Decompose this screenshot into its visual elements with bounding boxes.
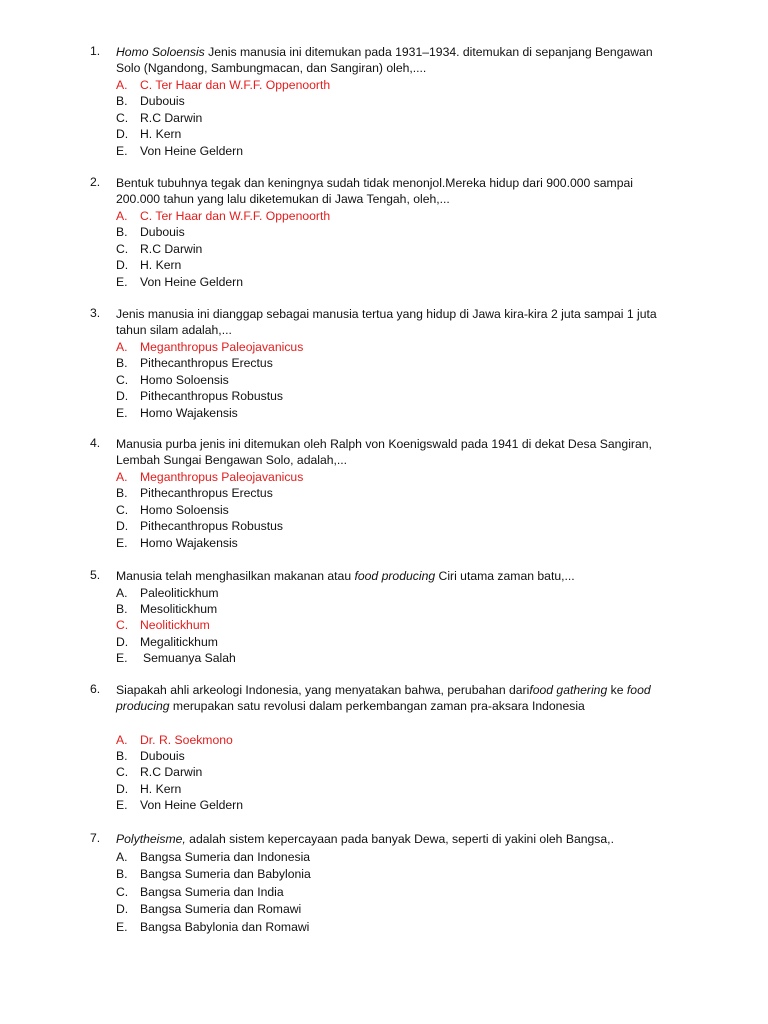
- question-text: [116, 44, 671, 77]
- question-text: [116, 175, 671, 208]
- question-text-part: adalah sistem kepercayaan pada banyak Dewa, seperti di yakini oleh Bangsa,.: [185, 832, 614, 846]
- question-text: [116, 682, 661, 715]
- option-text: Homo Wajakensis: [140, 405, 238, 420]
- option-letter: A.: [116, 340, 128, 354]
- option-letter: D.: [116, 389, 129, 404]
- option-letter: E.: [116, 405, 128, 420]
- option-text: Pithecanthropus Erectus: [140, 356, 273, 371]
- question-text: [116, 831, 671, 847]
- option-text: Dubouis: [140, 225, 185, 240]
- question-text-part: merupakan satu revolusi dalam perkembangan zaman pra-aksara Indonesia: [169, 699, 585, 714]
- option-text: Semuanya Salah: [143, 651, 236, 666]
- option-letter: C.: [116, 502, 129, 517]
- question-text-part: Ciri utama zaman batu,...: [435, 569, 575, 583]
- option-text: Dr. R. Soekmono: [140, 732, 233, 747]
- option-letter: E.: [116, 274, 128, 289]
- question-text: [116, 436, 671, 469]
- option-text: Pithecanthropus Erectus: [140, 486, 273, 501]
- option-letter: D.: [116, 902, 129, 916]
- option-text: Mesolitickhum: [140, 601, 218, 616]
- option-text: Von Heine Geldern: [140, 143, 243, 158]
- option-text: Bangsa Sumeria dan India: [140, 884, 284, 899]
- option-text: Bangsa Sumeria dan Babylonia: [140, 867, 311, 881]
- question-number: 7.: [90, 831, 101, 845]
- option-letter: D.: [116, 781, 129, 796]
- option-text: Homo Soloensis: [140, 502, 229, 517]
- option-text: Von Heine Geldern: [140, 274, 243, 289]
- option-letter: A.: [116, 470, 128, 484]
- option-letter: A.: [116, 849, 128, 864]
- option-text: Paleolitickhum: [140, 585, 219, 600]
- option-text: H. Kern: [140, 258, 182, 273]
- option-letter: E.: [116, 919, 128, 934]
- option-text: Megalitickhum: [140, 634, 218, 649]
- option-letter: C.: [116, 884, 129, 899]
- option-letter: C.: [116, 110, 129, 125]
- question-text: [116, 568, 671, 584]
- option-letter: D.: [116, 634, 129, 649]
- option-letter: D.: [116, 519, 129, 534]
- option-letter: E.: [116, 535, 128, 550]
- option-letter: B.: [116, 867, 128, 881]
- question-text-part: Siapakah ahli arkeologi Indonesia, yang menyatakan bahwa, perubahan dari: [116, 683, 530, 697]
- option-text: Bangsa Sumeria dan Romawi: [140, 902, 302, 916]
- option-text: Meganthropus Paleojavanicus: [140, 340, 304, 354]
- option-letter: C.: [116, 618, 129, 633]
- option-text: Bangsa Sumeria dan Indonesia: [140, 849, 311, 864]
- option-letter: D.: [116, 258, 129, 273]
- question-number: 1.: [90, 44, 101, 58]
- question-number: 5.: [90, 568, 101, 582]
- option-letter: E.: [116, 651, 128, 666]
- option-text: R.C Darwin: [140, 110, 203, 125]
- option-letter: A.: [116, 585, 128, 600]
- question-text: [116, 306, 671, 339]
- option-letter: C.: [116, 241, 129, 256]
- option-letter: B.: [116, 94, 128, 109]
- option-letter: B.: [116, 356, 128, 371]
- option-text: H. Kern: [140, 781, 182, 796]
- question-text-italic: food producing: [354, 569, 436, 583]
- question-text-italic: Homo Soloensis: [116, 45, 205, 59]
- option-letter: E.: [116, 798, 128, 813]
- question-number: 4.: [90, 436, 101, 450]
- question-text-part: ke: [607, 683, 627, 697]
- option-letter: B.: [116, 748, 128, 763]
- option-text: C. Ter Haar dan W.F.F. Oppenoorth: [140, 78, 331, 92]
- question-text-part: Bentuk tubuhnya tegak dan keningnya sudah tidak menonjol.Mereka hidup dari 900.000 sampai 200.000 tahun yang lalu diketemukan di Jawa Tengah, oleh,...: [116, 176, 633, 207]
- option-text: Bangsa Babylonia dan Romawi: [140, 919, 310, 934]
- option-text: Homo Wajakensis: [140, 535, 238, 550]
- option-letter: D.: [116, 127, 129, 142]
- option-letter: A.: [116, 209, 128, 223]
- option-text: Von Heine Geldern: [140, 798, 243, 813]
- option-letter: B.: [116, 486, 128, 501]
- option-letter: C.: [116, 765, 129, 780]
- option-text: H. Kern: [140, 127, 182, 142]
- option-text: Pithecanthropus Robustus: [140, 389, 283, 404]
- question-number: 2.: [90, 175, 101, 189]
- option-text: Homo Soloensis: [140, 372, 229, 387]
- option-text: Meganthropus Paleojavanicus: [140, 470, 304, 484]
- option-text: C. Ter Haar dan W.F.F. Oppenoorth: [140, 209, 331, 223]
- question-text-part: Manusia telah menghasilkan makanan atau: [116, 569, 355, 583]
- option-letter: B.: [116, 225, 128, 240]
- question-text-italic: food producing: [116, 683, 651, 714]
- question-number: 3.: [90, 306, 101, 320]
- question-text-part: Jenis manusia ini dianggap sebagai manusia tertua yang hidup di Jawa kira-kira 2 juta sampai 1 juta tahun silam adalah,...: [116, 307, 657, 338]
- option-text: Pithecanthropus Robustus: [140, 519, 283, 534]
- question-text-italic: Polytheisme,: [116, 832, 186, 846]
- option-text: R.C Darwin: [140, 765, 203, 780]
- option-letter: C.: [116, 372, 129, 387]
- option-text: R.C Darwin: [140, 241, 203, 256]
- question-text-part: Jenis manusia ini ditemukan pada 1931–1934. ditemukan di sepanjang Bengawan Solo (Ngandong, Sambungmacan, dan Sangiran) oleh,....: [116, 45, 653, 76]
- option-text: Dubouis: [140, 748, 185, 763]
- question-text-part: Manusia purba jenis ini ditemukan oleh Ralph von Koenigswald pada 1941 di dekat Desa Sangiran, Lembah Sungai Bengawan Solo, adalah,...: [116, 437, 652, 468]
- question-text-italic: food gathering: [529, 683, 608, 697]
- option-letter: A.: [116, 732, 128, 747]
- option-letter: E.: [116, 143, 128, 158]
- option-text: Neolitickhum: [140, 618, 210, 633]
- option-text: Dubouis: [140, 94, 185, 109]
- option-letter: B.: [116, 601, 128, 616]
- option-letter: A.: [116, 78, 128, 92]
- question-number: 6.: [90, 682, 101, 696]
